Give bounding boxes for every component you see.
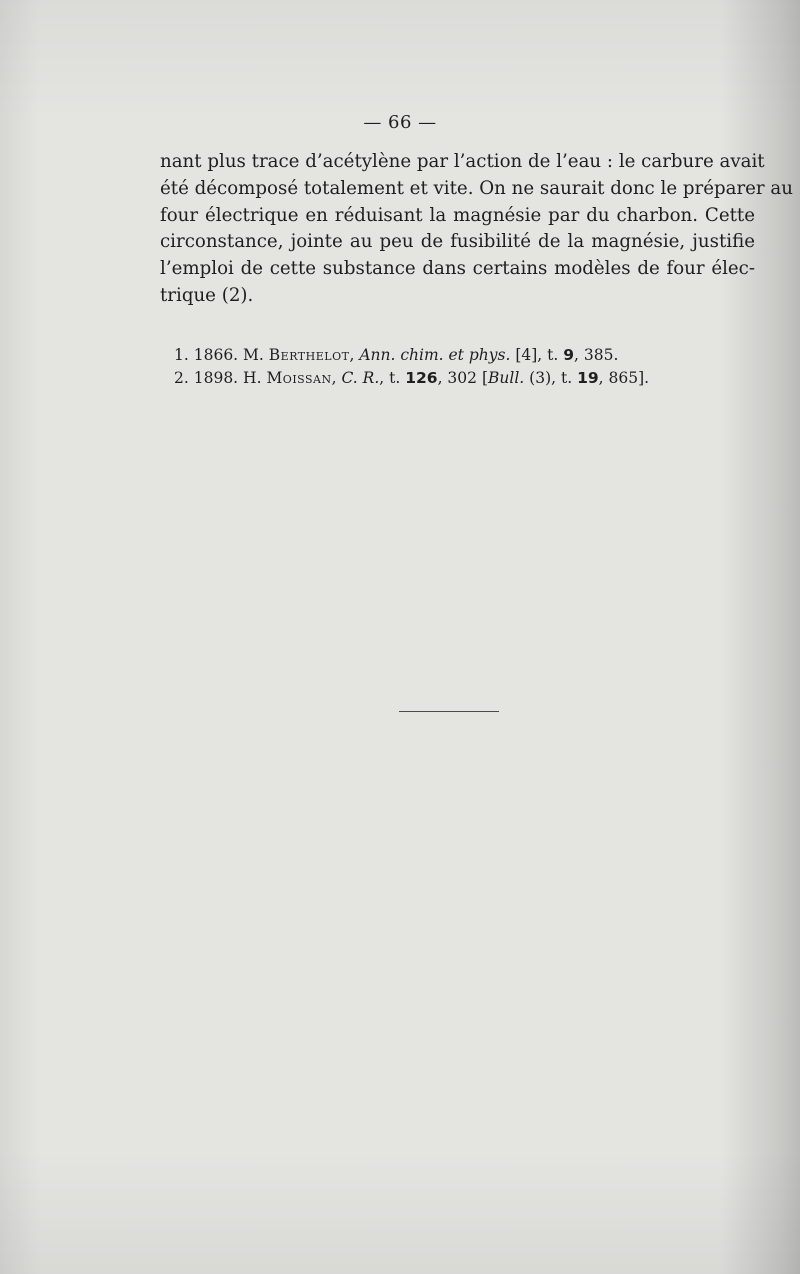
footnote-bull-pages: , 865].	[598, 369, 650, 387]
footnote-author: Berthelot	[268, 346, 350, 364]
body-line: circonstance, jointe au peu de fusibilité de la magnésie, justifie	[160, 231, 755, 253]
footnote-number: 2.	[174, 369, 189, 387]
footnote-initial: M.	[243, 346, 264, 364]
footnote-separator: ,	[349, 346, 355, 364]
footnote-bull: Bull.	[488, 369, 525, 387]
footnote-pages: , 302 [	[437, 369, 488, 387]
body-line: nant plus trace d’acétylène par l’action de l’eau : le carbure avait	[160, 151, 765, 172]
footnote-volume: 9	[563, 346, 575, 364]
body-line: l’emploi de cette substance dans certains modèles de four élec-	[160, 258, 755, 280]
footnote-bull-volume: 19	[577, 369, 599, 387]
footnote-year: 1866.	[193, 346, 239, 364]
body-paragraph	[160, 149, 793, 310]
page-number: — 66 —	[363, 112, 437, 133]
body-line: trique (2).	[160, 284, 254, 306]
footnote-journal: Ann. chim. et phys.	[359, 346, 511, 364]
section-end-rule	[399, 711, 499, 712]
footnotes	[174, 344, 734, 390]
footnote-number: 1.	[174, 346, 189, 364]
body-line: four électrique en réduisant la magnésie par du charbon. Cette	[160, 204, 755, 226]
footnote-initial: H.	[243, 369, 262, 387]
footnote-volume: 126	[405, 369, 438, 387]
footnote-series: [4], t.	[515, 346, 559, 364]
footnote-author: Moissan	[266, 369, 332, 387]
footnote-separator: ,	[331, 369, 337, 387]
footnote-series: , t.	[379, 369, 401, 387]
footnote-journal: C. R.	[341, 369, 380, 387]
footnote-pages: , 385.	[574, 346, 619, 364]
footnote-1	[174, 344, 734, 367]
footnote-2	[174, 367, 734, 390]
body-line: été décomposé totalement et vite. On ne saurait donc le préparer au	[160, 177, 793, 199]
footnote-year: 1898.	[193, 369, 239, 387]
footnote-bull-series: (3), t.	[529, 369, 573, 387]
